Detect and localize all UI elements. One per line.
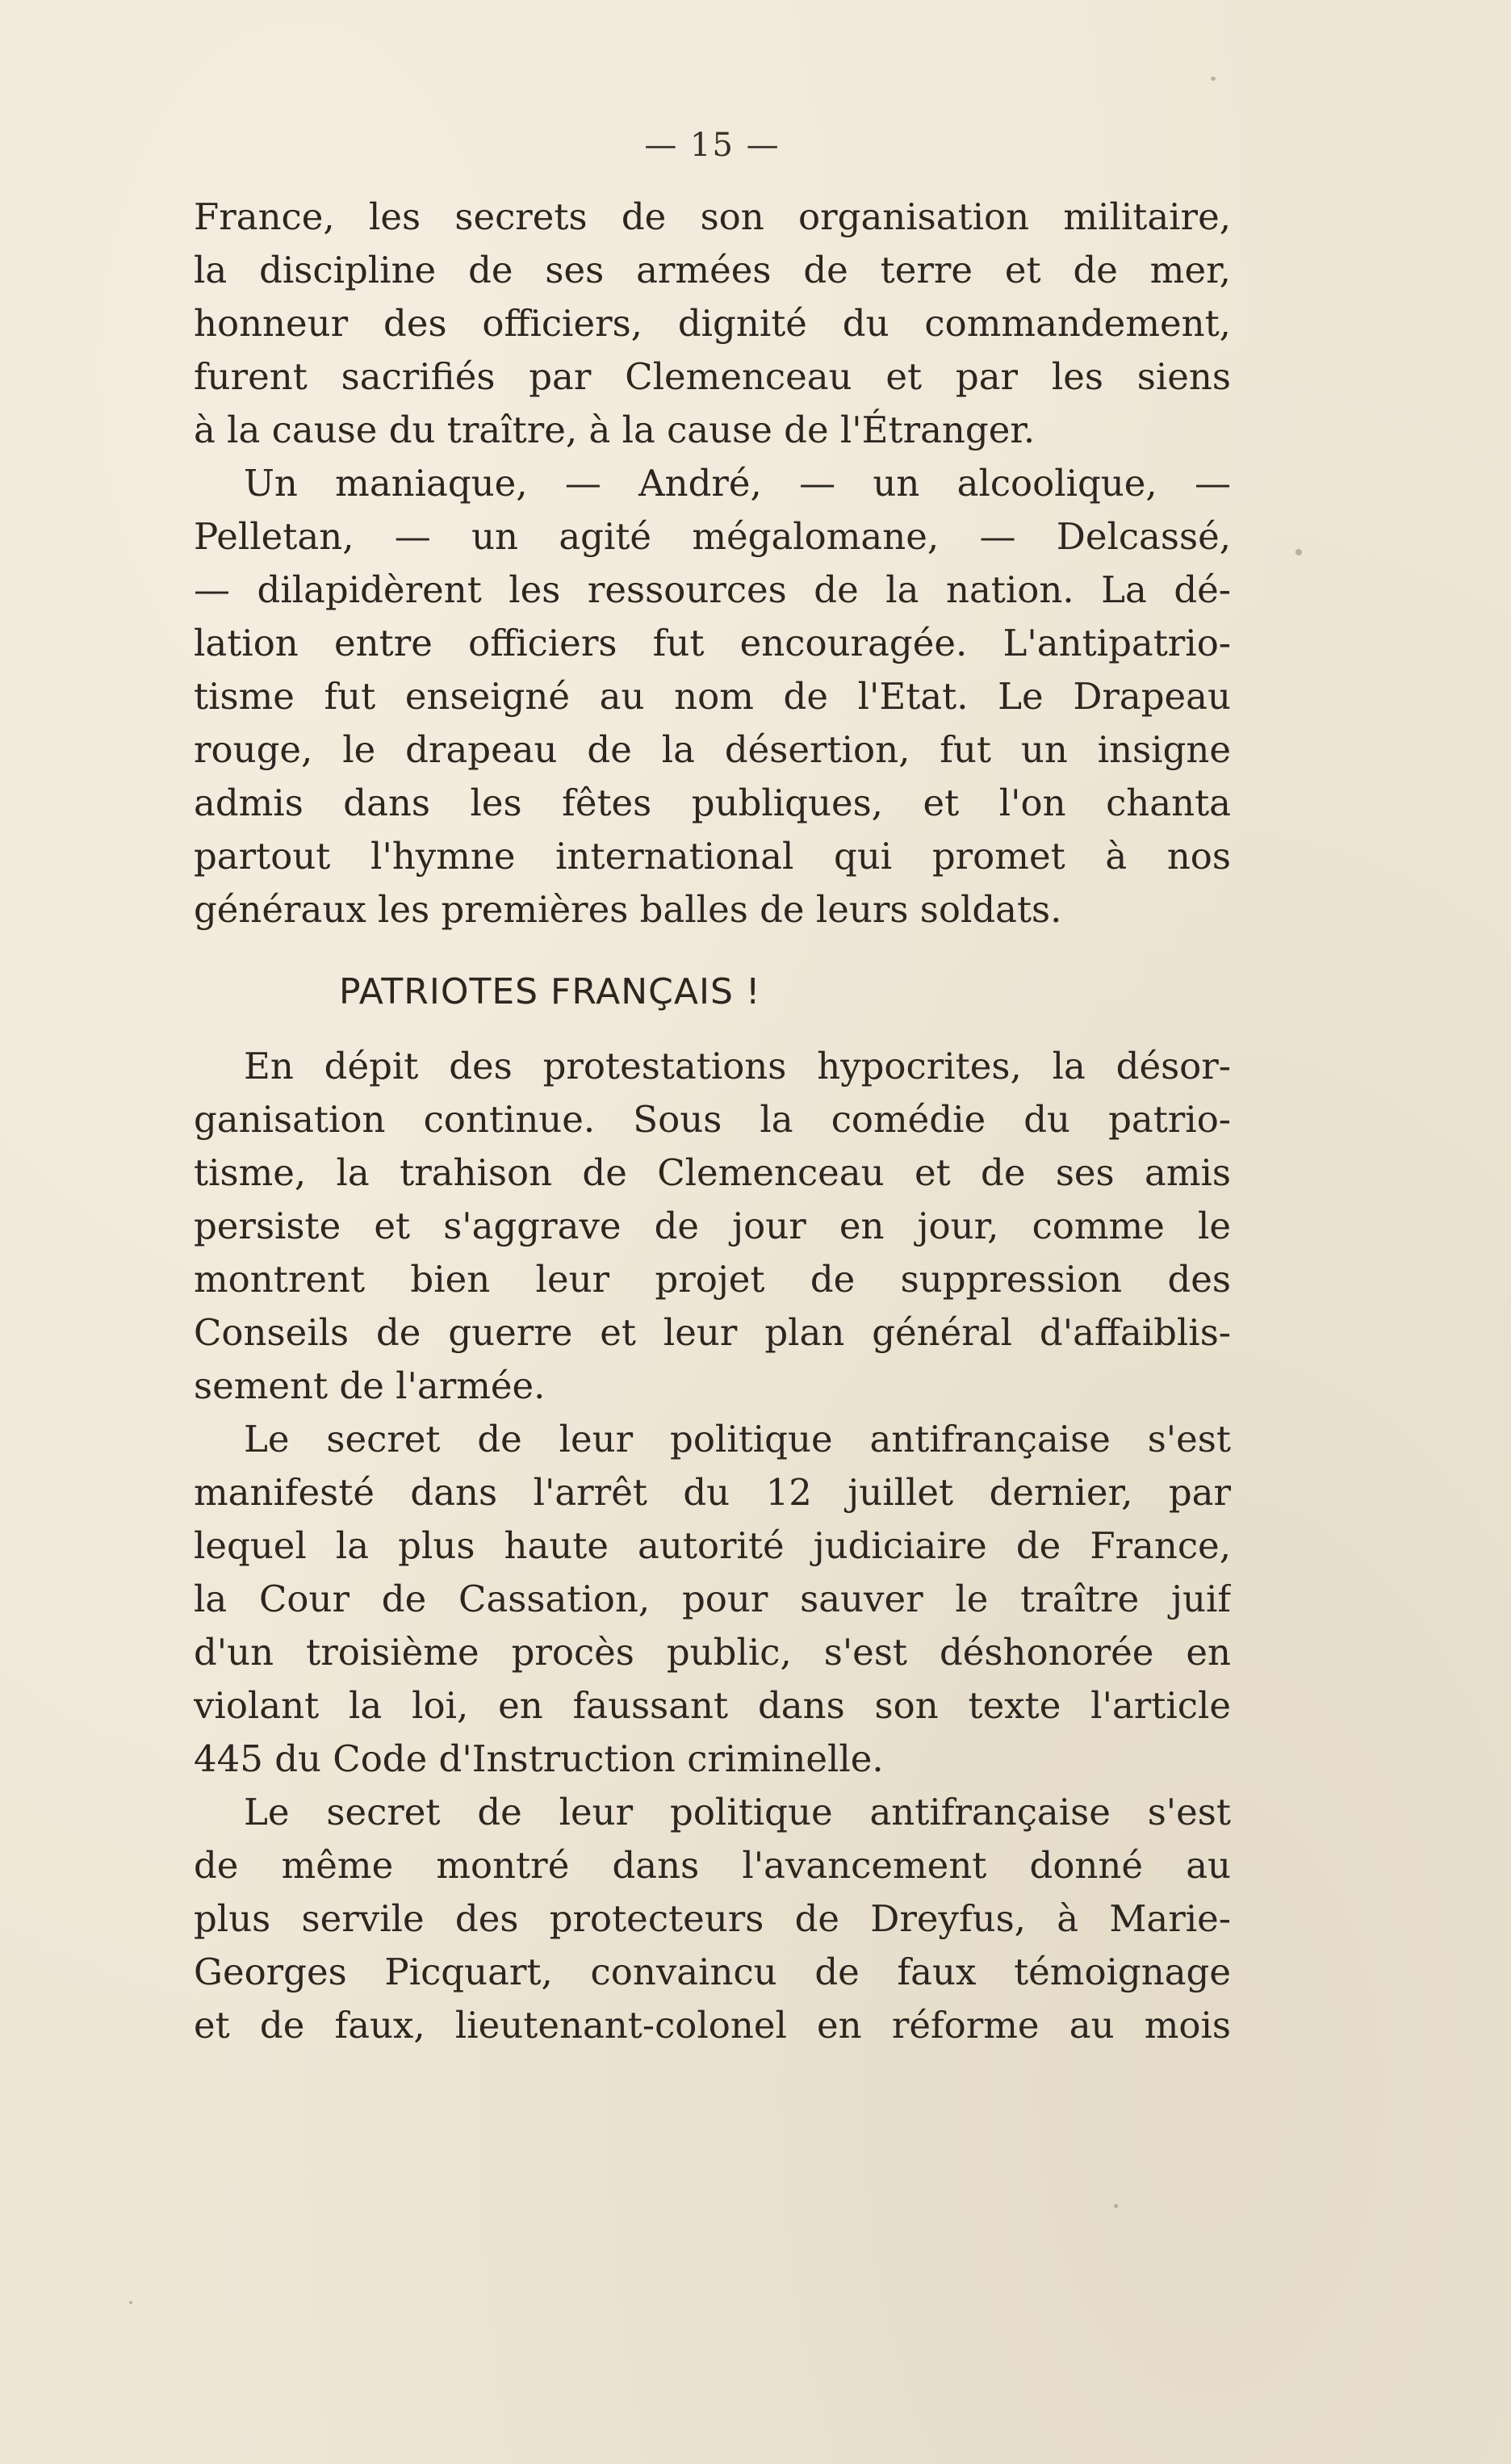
- text-line: Le secret de leur politique antifrançaise s'est: [244, 1418, 1231, 1460]
- text-line: plus servile des protecteurs de Dreyfus, à Marie-: [194, 1897, 1231, 1940]
- paper-speck: [1114, 2204, 1118, 2208]
- text-line: de même montré dans l'avancement donné au: [194, 1844, 1231, 1887]
- text-line: généraux les premières balles de leurs soldats.: [194, 888, 1062, 931]
- text-line: Georges Picquart, convaincu de faux témoignage: [194, 1951, 1231, 1993]
- text-line: manifesté dans l'arrêt du 12 juillet dernier, par: [194, 1471, 1231, 1514]
- text-line: la discipline de ses armées de terre et de mer,: [194, 249, 1231, 291]
- paragraph-2: [194, 457, 1231, 937]
- page-number: — 15 —: [644, 127, 781, 164]
- paper-speck: [129, 2301, 132, 2304]
- text-line: 445 du Code d'Instruction criminelle.: [194, 1737, 884, 1780]
- paragraph-5: [194, 1786, 1231, 2052]
- text-line: honneur des officiers, dignité du commandement,: [194, 302, 1231, 345]
- paper-speck: [1295, 549, 1302, 555]
- text-line: d'un troisième procès public, s'est déshonorée en: [194, 1631, 1231, 1674]
- text-line: la Cour de Cassation, pour sauver le traître juif: [194, 1578, 1231, 1620]
- paragraph-3: [194, 1040, 1231, 1413]
- text-line: partout l'hymne international qui promet à nos: [194, 835, 1231, 878]
- text-line: et de faux, lieutenant-colonel en réforme au mois: [194, 2004, 1231, 2047]
- text-line: sement de l'armée.: [194, 1364, 546, 1407]
- text-line: montrent bien leur projet de suppression des: [194, 1258, 1231, 1301]
- text-line: En dépit des protestations hypocrites, la désor-: [244, 1045, 1231, 1087]
- text-line: admis dans les fêtes publiques, et l'on chanta: [194, 782, 1231, 824]
- text-line: lation entre officiers fut encouragée. L'antipatrio-: [194, 622, 1231, 664]
- text-line: furent sacrifiés par Clemenceau et par les siens: [194, 355, 1231, 398]
- text-line: ganisation continue. Sous la comédie du patrio-: [194, 1098, 1231, 1141]
- text-line: Un maniaque, — André, — un alcoolique, —: [244, 462, 1231, 505]
- paper-speck: [1211, 77, 1216, 81]
- text-line: à la cause du traître, à la cause de l'Étranger.: [194, 409, 1036, 451]
- paragraph-4: [194, 1413, 1231, 1786]
- text-line: tisme fut enseigné au nom de l'Etat. Le Drapeau: [194, 675, 1231, 718]
- text-line: Le secret de leur politique antifrançaise s'est: [244, 1791, 1231, 1833]
- text-line: lequel la plus haute autorité judiciaire de France,: [194, 1524, 1231, 1567]
- text-line: rouge, le drapeau de la désertion, fut un insigne: [194, 728, 1231, 771]
- section-heading: PATRIOTES FRANÇAIS !: [339, 971, 761, 1012]
- text-line: Pelletan, — un agité mégalomane, — Delcassé,: [194, 515, 1231, 558]
- text-line: — dilapidèrent les ressources de la nation. La dé-: [194, 568, 1231, 611]
- paragraph-1: [194, 191, 1231, 457]
- text-line: persiste et s'aggrave de jour en jour, comme le: [194, 1205, 1231, 1247]
- text-line: France, les secrets de son organisation militaire,: [194, 195, 1231, 238]
- text-line: Conseils de guerre et leur plan général d'affaiblis-: [194, 1311, 1231, 1354]
- book-page: [194, 121, 1231, 2382]
- text-line: tisme, la trahison de Clemenceau et de ses amis: [194, 1151, 1231, 1194]
- text-line: violant la loi, en faussant dans son texte l'article: [194, 1684, 1231, 1727]
